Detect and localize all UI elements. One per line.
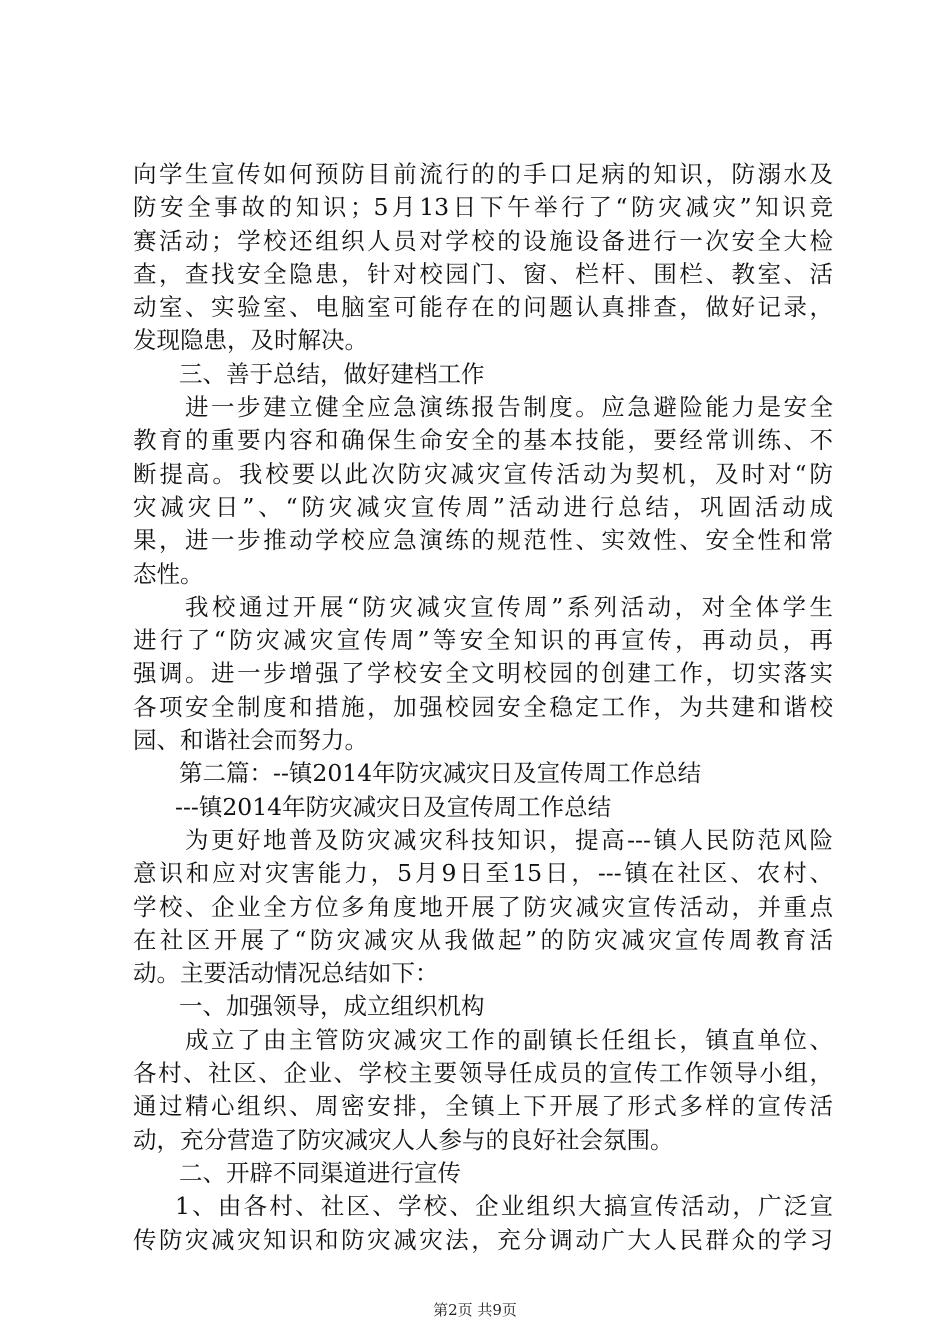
text-line: 赛活动；学校还组织人员对学校的设施设备进行一次安全大检 bbox=[133, 226, 833, 255]
text-line: 动室、实验室、电脑室可能存在的问题认真排查，做好记录， bbox=[133, 293, 833, 322]
text-line: 发现隐患，及时解决。 bbox=[133, 326, 368, 355]
section-heading: 二、开辟不同渠道进行宣传 bbox=[179, 1158, 461, 1187]
text-line: 意识和应对灾害能力，5月9日至15日，---镇在社区、农村、 bbox=[133, 859, 833, 888]
text-line: 成立了由主管防灾减灾工作的副镇长任组长，镇直单位、 bbox=[185, 1025, 833, 1054]
chapter-heading: 第二篇：--镇2014年防灾减灾日及宣传周工作总结 bbox=[179, 759, 702, 788]
text-line: 动。主要活动情况总结如下： bbox=[133, 959, 439, 988]
text-line: 各村、社区、企业、学校主要领导任成员的宣传工作领导小组， bbox=[133, 1059, 833, 1088]
text-line: 为更好地普及防灾减灾科技知识，提高---镇人民防范风险 bbox=[185, 825, 833, 854]
text-line: 灾减灾日”、“防灾减灾宣传周”活动进行总结，巩固活动成 bbox=[133, 492, 833, 521]
text-line: 查，查找安全隐患，针对校园门、窗、栏杆、围栏、教室、活 bbox=[133, 259, 833, 288]
text-line: 1、由各村、社区、学校、企业组织大搞宣传活动，广泛宣 bbox=[175, 1192, 833, 1221]
text-line: 我校通过开展“防灾减灾宣传周”系列活动，对全体学生 bbox=[185, 592, 833, 621]
text-line: 向学生宣传如何预防目前流行的的手口足病的知识，防溺水及 bbox=[133, 160, 833, 188]
text-line: 断提高。我校要以此次防灾减灾宣传活动为契机，及时对“防 bbox=[133, 459, 833, 488]
text-line: 在社区开展了“防灾减灾从我做起”的防灾减灾宣传周教育活 bbox=[133, 925, 833, 954]
section-heading: 三、善于总结，做好建档工作 bbox=[179, 359, 485, 388]
text-line: 果，进一步推动学校应急演练的规范性、实效性、安全性和常 bbox=[133, 526, 833, 555]
text-line: 教育的重要内容和确保生命安全的基本技能，要经常训练、不 bbox=[133, 426, 833, 455]
document-subtitle: ---镇2014年防灾减灾日及宣传周工作总结 bbox=[175, 792, 612, 821]
page-footer: 第2页 共9页 bbox=[433, 1301, 517, 1319]
text-line: 态性。 bbox=[133, 559, 204, 588]
text-line: 进一步建立健全应急演练报告制度。应急避险能力是安全 bbox=[185, 393, 833, 422]
text-line: 进行了“防灾减灾宣传周”等安全知识的再宣传，再动员，再 bbox=[133, 626, 833, 655]
text-line: 学校、企业全方位多角度地开展了防灾减灾宣传活动，并重点 bbox=[133, 892, 833, 921]
text-line: 通过精心组织、周密安排，全镇上下开展了形式多样的宣传活 bbox=[133, 1092, 833, 1121]
text-line: 强调。进一步增强了学校安全文明校园的创建工作，切实落实 bbox=[133, 659, 833, 688]
text-line: 防安全事故的知识；5月13日下午举行了“防灾减灾”知识竞 bbox=[133, 193, 833, 222]
text-line: 传防灾减灾知识和防灾减灾法，充分调动广大人民群众的学习 bbox=[133, 1225, 833, 1254]
text-line: 园、和谐社会而努力。 bbox=[133, 726, 368, 755]
text-line: 动，充分营造了防灾减灾人人参与的良好社会氛围。 bbox=[133, 1125, 674, 1154]
text-line: 各项安全制度和措施，加强校园安全稳定工作，为共建和谐校 bbox=[133, 692, 833, 721]
section-heading: 一、加强领导，成立组织机构 bbox=[179, 992, 485, 1021]
document-body bbox=[133, 158, 833, 1257]
